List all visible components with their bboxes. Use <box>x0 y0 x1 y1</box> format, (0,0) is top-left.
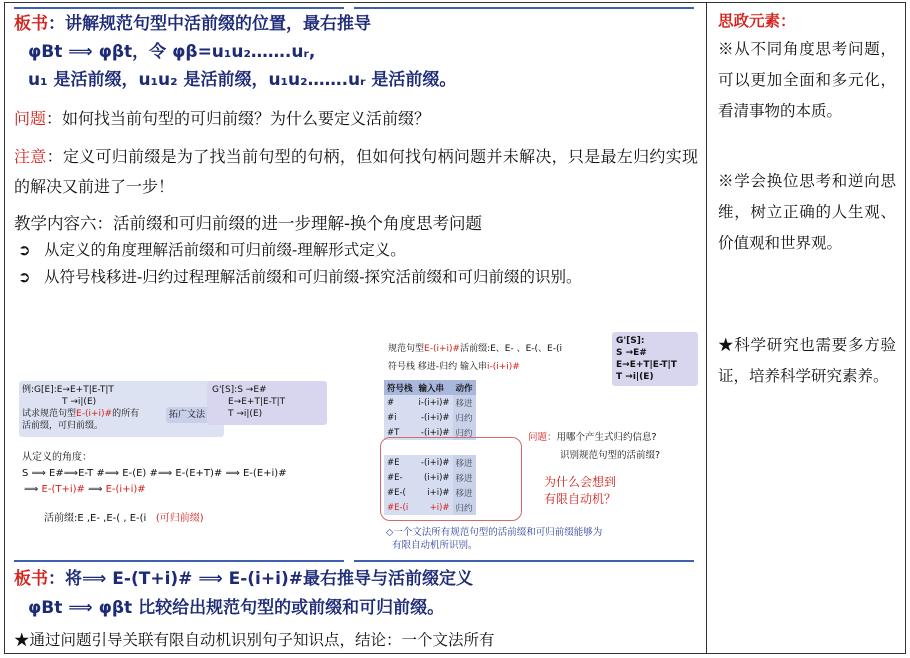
top-rule-left <box>14 7 344 9</box>
prefixes-line: 活前缀:E ,E- ,E-( , E-(i (可归前缀) <box>44 513 204 524</box>
ideology-point-1: ※从不同角度思考问题，可以更加全面和多元化，看清事物的本质。 <box>718 40 896 120</box>
table-cell: -(i+i)# <box>416 455 453 470</box>
extend-label: 拓广文法 <box>169 410 206 420</box>
grammar-right-line-1: G'[S]: <box>616 336 645 346</box>
bullet-item-1: 从定义的角度理解活前缀和可归前缀-理解形式定义。 <box>44 241 406 259</box>
blackboard-label: 板书 <box>14 14 48 34</box>
derivation-2: ⟹ E-(T+i)# ⟹ E-(i+i)# <box>24 484 146 495</box>
bullet-icon: ➲ <box>18 268 31 286</box>
last-line: ★通过问题引导关联有限自动机识别句子知识点，结论：一个文法所有 <box>14 631 495 649</box>
table-header: 符号栈 <box>384 380 416 395</box>
table-cell: #E-( <box>384 485 416 500</box>
grammar-right-line-4: T →i|(E) <box>616 372 654 382</box>
grammar-right-line-3: E→E+T|E-T|T <box>616 360 677 370</box>
stack-title: 规范句型E-(i+i)#活前缀:E、E- 、E-(、E-(i <box>388 344 562 354</box>
grammar-line-3: 试求规范句型E-(i+i)#的所有 <box>22 409 140 419</box>
ideology-point-3: ★科学研究也需要多方验证，培养科学研究素养。 <box>718 336 896 385</box>
question-note: 问题：用哪个产生式归约信息? <box>528 432 657 443</box>
column-divider <box>706 2 707 654</box>
bottom-rule-right <box>354 560 694 562</box>
conclusion-line-2: 有限自动机所识别。 <box>392 540 478 551</box>
note-paragraph <box>14 142 698 202</box>
question-label: 问题 <box>14 109 47 128</box>
table-cell: 移进 <box>453 395 476 410</box>
derivation-line: φBt ⟹ φβt，令 φβ=u₁u₂…….uᵣ, <box>28 42 316 62</box>
table-cell: 移进 <box>453 455 476 470</box>
blackboard-1-heading <box>14 10 371 38</box>
live-prefix-line: u₁ 是活前缀，u₁u₂ 是活前缀，u₁u₂…….uᵣ 是活前缀。 <box>28 70 457 90</box>
table-cell: 归约 <box>453 410 476 425</box>
table-header: 动作 <box>453 380 476 395</box>
top-rule-right <box>354 7 694 9</box>
bullet-item-2: 从符号栈移进-归约过程理解活前缀和可归前缀-探究活前缀和可归前缀的识别。 <box>44 268 582 286</box>
blackboard-text: ：讲解规范句型中活前缀的位置，最右推导 <box>48 14 371 34</box>
table-cell: -(i+i)# <box>416 425 453 440</box>
why-automaton-1: 为什么会想到 <box>544 475 617 489</box>
bullet-icon: ➲ <box>18 241 31 259</box>
extended-grammar-line-1: G'[S]:S →E# <box>212 385 267 395</box>
question-note-2: 识别规范句型的活前缀? <box>560 450 661 461</box>
table-cell: +i)# <box>416 500 453 515</box>
conclusion-line-1: ◇一个文法所有规范句型的活前缀和可归前缀能够为 <box>386 527 603 538</box>
blackboard-2-line-2: φBt ⟹ φβt 比较给出规范句型的或前缀和可归前缀。 <box>28 598 445 618</box>
bottom-rule-left <box>14 560 344 562</box>
table-row <box>384 395 476 410</box>
ideology-point-2: ※学会换位思考和逆向思维，树立正确的人生观、价值观和世界观。 <box>718 172 896 252</box>
table-cell: i-(i+i)# <box>416 395 453 410</box>
table-cell: -(i+i)# <box>416 410 453 425</box>
blackboard-2-heading <box>14 565 473 593</box>
question-line <box>14 106 430 132</box>
question-text: ：如何找当前句型的可归前缀？为什么要定义活前缀？ <box>46 109 431 128</box>
table-cell: #E- <box>384 470 416 485</box>
blackboard-text: ：将⟹ E-(T+i)# ⟹ E-(i+i)#最右推导与活前缀定义 <box>48 569 473 589</box>
table-cell: #E-(i <box>384 500 416 515</box>
why-automaton-2: 有限自动机？ <box>544 492 617 506</box>
table-cell: # <box>384 395 416 410</box>
note-label: 注意 <box>14 147 47 166</box>
table-cell: 移进 <box>453 485 476 500</box>
extended-grammar-line-3: T →i|(E) <box>228 409 263 419</box>
ideology-title: 思政元素： <box>718 12 796 30</box>
table-cell: #i <box>384 410 416 425</box>
note-text: ：定义可归前缀是为了找当前句型的句柄，但如何找句柄问题并未解决，只是最左归约实现的解决又前进了一步！ <box>14 147 698 196</box>
table-cell: #E <box>384 455 416 470</box>
table-cell: i+i)# <box>416 485 453 500</box>
grammar-line-2: T →i|(E) <box>62 397 97 407</box>
table-cell: 移进 <box>453 470 476 485</box>
extended-grammar-line-2: E→E+T|E-T|T <box>228 397 286 407</box>
grammar-line-1: 例:G[E]:E→E+T|E-T|T <box>22 385 114 395</box>
stack-subtitle: 符号栈 移进-归约 输入串i-(i+i)# <box>388 362 520 372</box>
table-cell: 归约 <box>453 500 476 515</box>
grammar-right-line-2: S →E# <box>616 348 647 358</box>
table-header: 输入串 <box>416 380 453 395</box>
table-cell: (i+i)# <box>416 470 453 485</box>
live-prefix-group-outline <box>380 437 522 521</box>
table-cell: 归约 <box>453 425 476 440</box>
table-header-row <box>384 380 476 395</box>
derivation-1: S ⟹ E#⟹E-T #⟹ E-(E) #⟹ E-(E+T)# ⟹ E-(E+i)# <box>22 468 287 479</box>
table-row <box>384 410 476 425</box>
definition-title: 从定义的角度： <box>22 452 92 463</box>
grammar-line-4: 活前缀，可归前缀。 <box>22 421 104 431</box>
table-cell: #T <box>384 425 416 440</box>
section-title: 教学内容六：活前缀和可归前缀的进一步理解-换个角度思考问题 <box>14 214 482 233</box>
blackboard-label: 板书 <box>14 569 48 589</box>
